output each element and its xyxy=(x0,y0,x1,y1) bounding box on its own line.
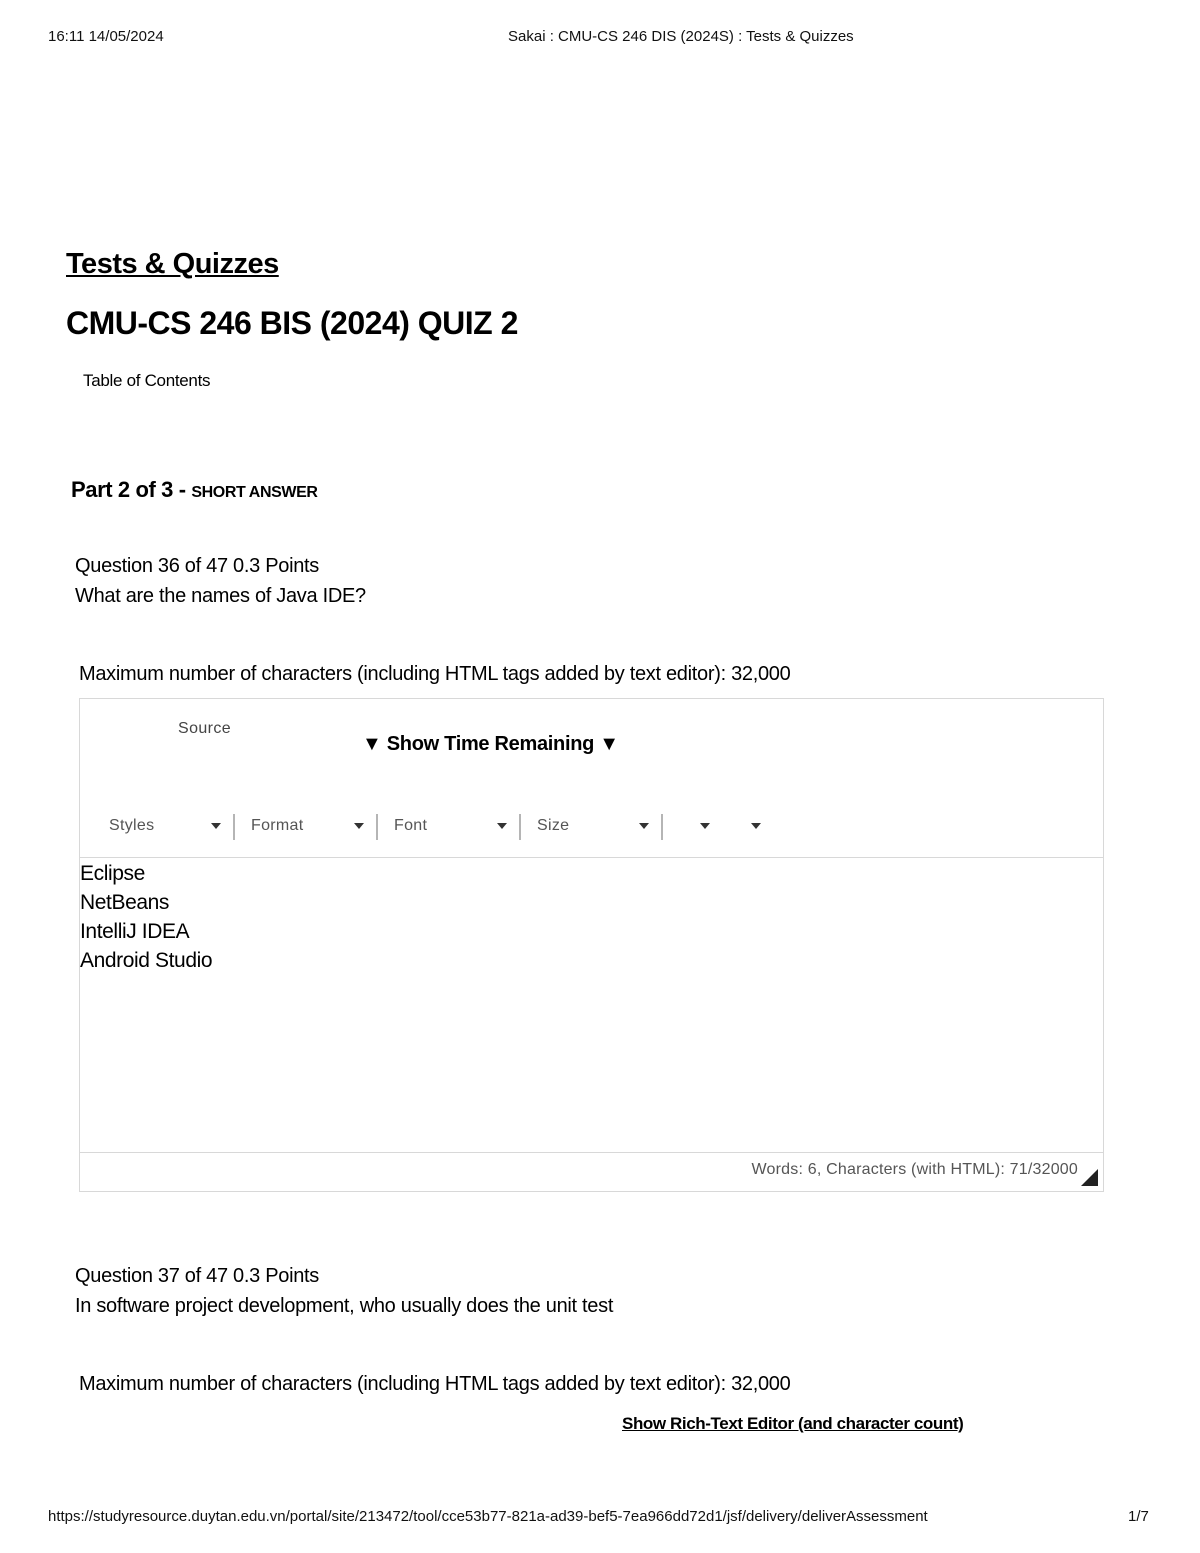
table-of-contents-link[interactable]: Table of Contents xyxy=(83,371,211,390)
word-count-status: Words: 6, Characters (with HTML): 71/32000 xyxy=(751,1161,1078,1178)
source-button[interactable]: Source xyxy=(178,720,232,737)
toolbar-separator xyxy=(233,814,235,840)
question-37-max-chars: Maximum number of characters (including HTML tags added by text editor): 32,000 xyxy=(79,1373,791,1395)
part-separator: - xyxy=(172,477,192,502)
font-dropdown[interactable] xyxy=(394,817,509,835)
toolbar-separator xyxy=(519,814,521,840)
show-rich-text-editor-link[interactable]: Show Rich-Text Editor (and character count) xyxy=(622,1414,964,1433)
caret-down-icon xyxy=(497,823,507,829)
answer-line: NetBeans xyxy=(80,891,170,914)
toolbar-separator xyxy=(661,814,663,840)
question-37-text: In software project development, who usually does the unit test xyxy=(75,1295,614,1317)
format-dropdown[interactable] xyxy=(251,817,366,835)
quiz-title: CMU-CS 246 BIS (2024) QUIZ 2 xyxy=(66,305,518,341)
format-label: Format xyxy=(251,817,304,834)
question-36-heading: Question 36 of 47 0.3 Points xyxy=(75,555,319,577)
answer-textarea[interactable] xyxy=(80,857,1103,1153)
size-label: Size xyxy=(537,817,570,834)
resize-handle-icon[interactable] xyxy=(1081,1169,1098,1186)
answer-line: Eclipse xyxy=(80,862,145,885)
tool-title-link[interactable]: Tests & Quizzes xyxy=(66,248,279,280)
print-page-number: 1/7 xyxy=(1128,1508,1149,1525)
question-37-heading: Question 37 of 47 0.3 Points xyxy=(75,1265,319,1287)
styles-label: Styles xyxy=(109,817,155,834)
question-36-max-chars: Maximum number of characters (including HTML tags added by text editor): 32,000 xyxy=(79,663,791,685)
caret-down-icon xyxy=(639,823,649,829)
answer-line: Android Studio xyxy=(80,949,213,972)
toolbar-separator xyxy=(376,814,378,840)
question-36-text: What are the names of Java IDE? xyxy=(75,585,366,607)
show-time-remaining-toggle[interactable]: ▼ Show Time Remaining ▼ xyxy=(362,733,619,755)
print-url: https://studyresource.duytan.edu.vn/portal/site/213472/tool/cce53b77-821a-ad39-bef5-7ea966dd72d1/jsf/delivery/deliverAssessment xyxy=(48,1508,928,1525)
print-page-title: Sakai : CMU-CS 246 DIS (2024S) : Tests & Quizzes xyxy=(508,28,854,45)
caret-down-icon xyxy=(751,823,761,829)
caret-down-icon xyxy=(700,823,710,829)
size-dropdown[interactable] xyxy=(537,817,652,835)
caret-down-icon xyxy=(354,823,364,829)
caret-down-icon xyxy=(211,823,221,829)
font-label: Font xyxy=(394,817,428,834)
part-type: SHORT ANSWER xyxy=(191,484,318,501)
part-heading xyxy=(71,477,318,503)
rich-text-editor xyxy=(79,698,1104,1192)
answer-line: IntelliJ IDEA xyxy=(80,920,190,943)
part-label: Part 2 of 3 xyxy=(71,477,173,502)
styles-dropdown[interactable] xyxy=(109,817,224,835)
print-datetime: 16:11 14/05/2024 xyxy=(48,28,164,45)
